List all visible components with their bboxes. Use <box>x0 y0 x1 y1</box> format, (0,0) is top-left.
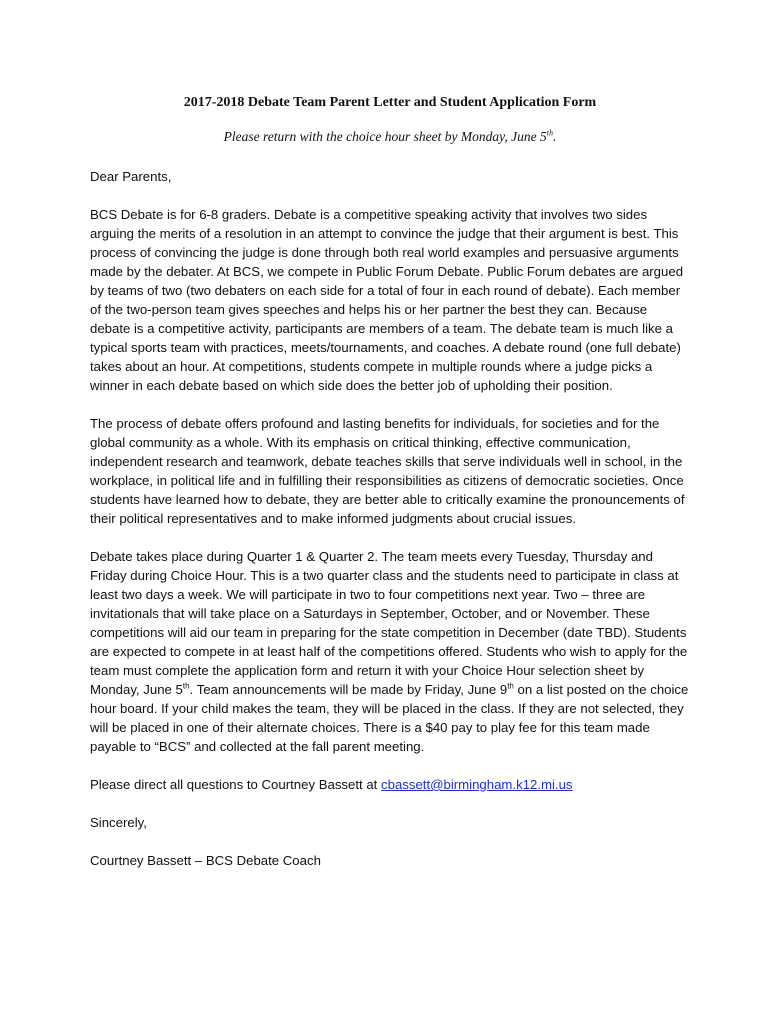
paragraph-intro: BCS Debate is for 6-8 graders. Debate is a competitive speaking activity that involves two sides arguing the merits of a resolution in an attempt to convince the judge that their argument is best. This process of convincing the judge is done through both real world examples and persuasive arguments made by the debater. At BCS, we compete in Public Forum Debate. Public Forum debates are argued by teams of two (two debaters on each side for a total of four in each round of debate). Each member of the two-person team gives speeches and helps his or her partner the best they can. Because debate is a competitive activity, participants are members of a team. The debate team is much like a typical sports team with practices, meets/tournaments, and coaches. A debate round (one full debate) takes about an hour. At competitions, students compete in multiple rounds where a judge picks a winner in each debate based on which side does the better job of upholding their position. <box>90 207 684 393</box>
subtitle-superscript: th <box>546 128 553 138</box>
email-link[interactable]: cbassett@birmingham.k12.mi.us <box>381 777 573 792</box>
schedule-superscript-2: th <box>507 681 514 691</box>
subtitle-end: . <box>552 129 557 144</box>
closing: Sincerely, <box>90 815 147 830</box>
subtitle-text: Please return with the choice hour sheet by Monday, June 5 <box>223 129 547 144</box>
salutation: Dear Parents, <box>90 169 172 184</box>
schedule-text-c: on a list posted on the choice hour board. If your child makes the team, they will be placed in the class. If they are not selected, they will be placed in one of their alternate choices. There is a $40 pay to play fee for this team made payable to “BCS” and collected at the fall parent meeting. <box>90 682 689 754</box>
questions-line <box>90 775 690 794</box>
document-title: 2017-2018 Debate Team Parent Letter and Student Application Form <box>183 95 597 110</box>
signature: Courtney Bassett – BCS Debate Coach <box>90 853 321 868</box>
questions-text: Please direct all questions to Courtney Bassett at <box>90 777 382 792</box>
schedule-text-a: Debate takes place during Quarter 1 & Quarter 2. The team meets every Tuesday, Thursday and Friday during Choice Hour. This is a two quarter class and the students need to participate in class at least two days a week. We will participate in two to four competitions next year. Two – three are invitationals that will take place on a Saturdays in September, October, and or November. These competitions will aid our team in preparing for the state competition in December (date TBD). Students are expected to compete in at least half of the competitions offered. Students who wish to apply for the team must complete the application form and return it with your Choice Hour selection sheet by Monday, June 5 <box>90 549 688 697</box>
document-subtitle <box>90 128 690 146</box>
schedule-superscript-1: th <box>182 681 190 691</box>
paragraph-schedule <box>90 547 690 756</box>
letter-page <box>90 94 690 889</box>
paragraph-benefits: The process of debate offers profound and lasting benefits for individuals, for societies and for the global community as a whole. With its emphasis on critical thinking, effective communication, independent research and teamwork, debate teaches skills that serve individuals well in school, in the workplace, in political life and in fulfilling their responsibilities as citizens of democratic societies. Once students have learned how to debate, they are better able to critically examine the pronouncements of their political representatives and to make informed judgments about crucial issues. <box>90 416 685 526</box>
schedule-text-b: . Team announcements will be made by Friday, June 9 <box>189 682 508 697</box>
